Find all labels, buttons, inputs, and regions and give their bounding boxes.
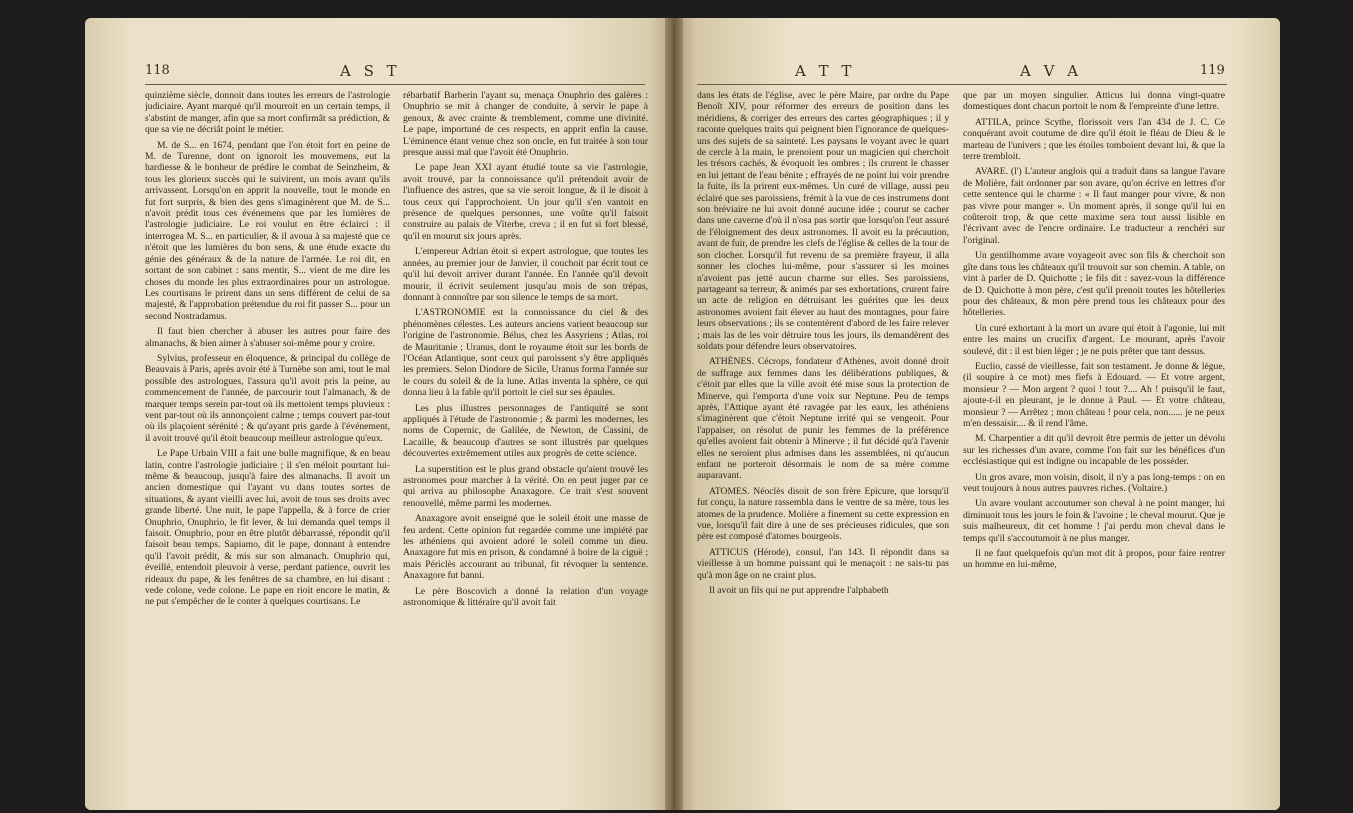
paragraph: L'ASTRONOMIE est la connoissance du ciel & des phénomènes célestes. Les auteurs anciens varient beaucoup sur l'origine de l'astronomie. Bélus, chez les Assyriens ; Atlas, roi de Mauritanie ; Uranus, dont le royaume étoit sur les bords de l'Océan Atlantique, sont ceux qui paroissent s'y être appliqués les premiers. Selon Diodore de Sicile, Uranus forma l'année sur le cours du soleil & de la lune. Atlas inventa la sphère, ce qui donna lieu à la fable qu'il portoit le ciel sur ses épaules. [403,307,648,399]
paragraph: Un gros avare, mon voisin, disoit, il n'y a pas long-temps : on en veut toujours à nous autres pauvres riches. (Voltaire.) [963,471,1225,494]
paragraph: Le Pape Urbain VIII a fait une bulle magnifique, & en beau latin, contre l'astrologie judiciaire ; il s'en méloit pourtant lui-même & beaucoup, jusqu'à faire des almanachs. Il avoit un ancien domestique qui l'ayant vu dans toutes sortes de situations, & ayant vieilli avec lui, avoit de tous ses droits avec grande liberté. Une nuit, le pape l'appella, & à force de crier Onuphrio, Onuphrio, le fit lever, & lui demanda quel temps il faisoit. Onuphrio, pour en être plutôt débarrassé, répondit qu'il faisoit beau temps. Sapiamo, dit le pape, donnant à entendre qu'il l'avoit prédit, & mis sur son almanach. Onuphrio qui, éveillé, entendoit pleuvoir à verse, perdant patience, ouvrit les rideaux du pape, & les fenêtres de sa chambre, en lui disant : vede colone, vede colone. Le pape en rioit encore le matin, & ne put s'empêcher de le conter à quelques courtisans. Le [145,448,390,608]
paragraph: M. de S... en 1674, pendant que l'on étoit fort en peine de M. de Turenne, dont on ignoroit les mouvemens, eut la hardiesse & le bonheur de prédire le combat de Seinzheim, & tous les glorieux succès qui le suivirent, un mois avant qu'ils arrivassent. Lorsqu'on en apprit la nouvelle, tout le monde en fut fort surpris, & bien des gens s'imaginèrent que M. de S... n'avoit prédit tous ces événemens que par les lumières de l'astrologie judiciaire. Le roi voulut en être éclairci : il interrogea M. S... en particulier, & il avoua à sa majesté que ce n'étoit que les lumières du bon sens, & une étude exacte du génie des généraux & de la nature de l'armée. Le roi dit, en sortant de son cabinet : sans mentir, S... vient de me dire les choses du monde les plus extraordinaires pour un astrologue. Les courtisans le prirent dans un sens différent de celui de sa majesté, & l'approbation prétendue du roi fit passer S... pour un second Nostradamus. [145,139,390,322]
right-running-head-right: A V A [1020,62,1083,80]
paragraph: La superstition est le plus grand obstacle qu'aient trouvé les astronomes pour marcher à la vérité. On en peut juger par ce qui arriva au philosophe Anaxagore. Ce trait s'est souvent renouvellé, même parmi les modernes. [403,463,648,509]
paragraph: Le père Boscovich a donné la relation d'un voyage astronomique & littéraire qu'il avoit fait [403,585,648,609]
paragraph: Un gentilhomme avare voyageoit avec son fils & cherchoit son gîte dans tous les châteaux qu'il trouvoit sur son chemin. A table, on vint à parler de D. Quichotte ; le fils dit : savez-vous la différence de D. Quichotte à mon père, c'est qu'il prenoit toutes les hôtelleries pour des châteaux, & mon père prend tous les châteaux pour des hôtelleries. [963,250,1225,319]
left-column-2 [403,90,648,795]
paragraph: Un avare voulant accoutumer son cheval à ne point manger, lui diminuoit tous les jours le foin & l'avoine ; le cheval mourut. Que je suis malheureux, dit cet homme ! j'ai perdu mon cheval dans le temps qu'il s'accoutumoit à ne plus manger. [963,498,1225,544]
right-column-2 [963,90,1225,795]
paragraph: Le pape Jean XXI ayant étudié toute sa vie l'astrologie, avoit trouvé, par la connoissance qu'il prétendoit avoir de l'influence des astres, que sa vie seroit longue, & il le disoit à tous ceux qui l'approchoient. Un jour qu'il s'en vantoit en présence de quelques personnes, une voûte qu'il faisoit construire au palais de Viterbe, creva ; il en fut si fort blessé, qu'il en mourut six jours après. [403,162,648,242]
book-spread [85,18,1280,810]
right-column-1 [697,90,949,795]
paragraph: rébarbatif Barberin l'ayant su, menaça Onuphrio des galères : Onuphrio se mit à changer de conduite, à servir le pape à genoux, & avec crainte & tremblement, comme une divinité. Le pape, importuné de ces respects, en apprit enfin la cause. L'éminence étant venue chez son oncle, en fut traitée à son tour presque aussi mal que l'avoit été Onuphrio. [403,90,648,159]
paragraph: L'empereur Adrian étoit si expert astrologue, que toutes les années, au premier jour de Janvier, il couchoit par écrit tout ce qu'il lui devoit arriver durant l'année. En l'année qu'il devoit mourir, il écrivit seulement jusqu'au mois de son trépas, donnant à connoître par son silence le temps de sa mort. [403,246,648,303]
paragraph: que par un moyen singulier. Atticus lui donna vingt-quatre domestiques dont chacun portoit le nom & l'empreinte d'une lettre. [963,90,1225,113]
paragraph: ATOMES. Néoclès disoit de son frère Epicure, que lorsqu'il fut conçu, la nature rassembla dans le ventre de sa mère, tous les atomes de la prudence. Molière a finement su cette expression en vue, lorsqu'il fait dire à une de ses précieuses ridicules, que son père est composé d'atomes bourgeois. [697,485,949,543]
paragraph: Anaxagore avoit enseigné que le soleil étoit une masse de feu ardent. Cette opinion fut regardée comme une impiété par les athéniens qui avoient adoré le soleil comme un dieu. Anaxagore fut mis en prison, & condamné à boire de la ciguë ; mais Périclès accourant au tribunal, fit révoquer la sentence. Anaxagore fut banni. [403,513,648,582]
paragraph: ATTILA, prince Scythe, florissoit vers l'an 434 de J. C. Ce conquérant avoit coutume de dire qu'il étoit le fléau de Dieu & le marteau de l'univers ; que les étoiles tomboient devant lui, & que la terre trembloit. [963,116,1225,163]
paragraph: quinzième siècle, donnoit dans toutes les erreurs de l'astrologie judiciaire. Ayant marqué qu'il mourroit en un certain temps, il s'abstint de manger, afin que sa mort confirmât sa prédiction, & que sa vie ne décriât point le métier. [145,90,390,136]
paragraph: Il avoit un fils qui ne put apprendre l'alphabeth [709,585,889,597]
left-column-1 [145,90,390,795]
paragraph: ATTICUS (Hérode), consul, l'an 143. Il répondit dans sa vieillesse à un homme puissant qui le menaçoit : ne sais-tu pas qu'à mon âge on ne craint plus. [697,546,949,581]
paragraph: Il faut bien chercher à abuser les autres pour faire des almanachs, & bien aimer à s'abuser soi-même pour y croire. [145,326,390,349]
book-gutter [665,18,683,810]
paragraph: dans les états de l'église, avec le père Maire, par ordre du Pape Benoît XIV, pour réformer des erreurs de position dans les méridiens, & corriger des erreurs des cartes géographiques ; il y raconte quelques traits qui peignent bien l'ignorance de quelques-uns des sujets de sa sainteté. Les paysans le voyant avec le quart de cercle à la main, le prenoient pour un magicien qui cherchoit les trésors cachés, & évoquoit les ombres ; ils crurent le chasser en lui jettant de l'eau bénite ; effrayés de ne point lui voir prendre la fuite, ils la prirent eux-mêmes. Un curé de village, aussi peu éclairé que ses paroissiens, frémit à la vue de ces instrumens dont son bréviaire ne lui avoit donné aucune idée ; courut se cacher dans une caverne d'où il n'osa pas sortir que lorsqu'on l'eut assuré de l'éloignement des deux astronomes. Il avoit eu la précaution, avant de fuir, de prendre les clefs de l'église & celles de la tour de son clocher. Lorsqu'il fut revenu de sa première frayeur, il alla sonner les cloches lui-même, pour s'assurer si les moines n'avoient pas jetté aucun charme sur elles. Ses paroissiens, partageant sa terreur, & animés par ses exhortations, crurent faire un acte de religion en détruisant les guérites que les deux astronomes avoient fait élever au haut des montagnes, pour faire leurs observations ; ils se contentèrent d'abord de les faire relever ; mais las de les voir détruire tous les jours, ils demandèrent des soldats pour défendre leurs observatoires. [697,90,949,352]
right-header-rule [697,84,1227,85]
paragraph: M. Charpentier a dit qu'il devroit être permis de jetter un dévolu sur les richesses d'un avare, comme l'on fait sur les bénéfices d'un ecclésiastique qui est indigne ou incapable de les posséder. [963,433,1225,468]
paragraph: Les plus illustres personnages de l'antiquité se sont appliqués à l'étude de l'astronomie ; & parmi les modernes, les noms de Copernic, de Galilée, de Newton, de Cassini, de Lacaille, & beaucoup d'autres se sont illustrés par quelques découvertes extrêmement utiles aux progrès de cette science. [403,402,648,460]
paragraph: ATHÈNES. Cécrops, fondateur d'Athènes, avoit donné droit de suffrage aux femmes dans les délibérations publiques, & c'étoit par elles que la ville avoit été mise sous la protection de Minerve, qui l'emporta d'une voix sur Neptune. Peu de temps après, l'Attique ayant été ravagée par les eaux, les athéniens s'imaginèrent que c'étoit Neptune irrité qui se vengeoit. Pour l'appaiser, on résolut de punir les femmes de la préférence qu'elles avoient fait obtenir à Minerve ; il fut décidé qu'à l'avenir elles ne seroient plus admises dans les assemblées, ni qu'aucun enfant ne porteroit désormais le nom de sa mère comme auparavant. [697,356,949,482]
paragraph: Sylvius, professeur en éloquence, & principal du collège de Beauvais à Paris, après avoir été à Turnèbe son ami, tout le mal possible des astrologues, l'assura qu'il avoit pris la peine, au commencement de l'année, de parcourir tout l'almanach, & de marquer temps serein par-tout où ils mettoient temps pluvieux : vent par-tout où ils annonçoient calme ; temps couvert par-tout où ils plaçoient sérénité ; & qu'ayant pris garde à l'événement, il avoit trouvé qu'il étoit beaucoup meilleur astrologue qu'eux. [145,352,390,444]
left-page-number: 118 [145,63,170,78]
right-running-head-left: A T T [795,62,856,80]
left-running-head: A S T [340,62,401,80]
right-page-number: 119 [1200,63,1225,78]
left-header-rule [145,84,645,85]
paragraph: Euclio, cassé de vieillesse, fait son testament. Je donne & lègue, (il soupire à ce mot) mes fiefs à Edouard. — Et votre argent, monsieur ? — Mon argent ? quoi ! tout ?.... Ah ! puisqu'il le faut, ajoute-t-il en pleurant, je le donne à Paul. — Et votre château, monsieur ? — Arrêtez ; mon château ! pour cela, non...... je ne peux m'en dessaisir.... & il rend l'âme. [963,360,1225,429]
paragraph: Un curé exhortant à la mort un avare qui étoit à l'agonie, lui mit entre les mains un crucifix d'argent. Le mourant, après l'avoir soulevé, dit : il est bien léger ; je ne puis prêter que tant dessus. [963,322,1225,357]
paragraph: Il ne faut quelquefois qu'un mot dit à propos, pour faire rentrer un homme en lui-même, [963,548,1225,571]
paragraph: AVARE. (l') L'auteur anglois qui a traduit dans sa langue l'avare de Molière, fait ordonner par son avare, qu'on écrive en lettres d'or cette sentence qui le charme : « Il faut manger pour vivre, & non pas vivre pour manger ». Un moment après, il songe qu'il lui en coûteroit trop, & que cette maxime sera tout aussi lisible en l'écrivant avec de l'encre ordinaire. Le traducteur a renchéri sur l'original. [963,166,1225,246]
